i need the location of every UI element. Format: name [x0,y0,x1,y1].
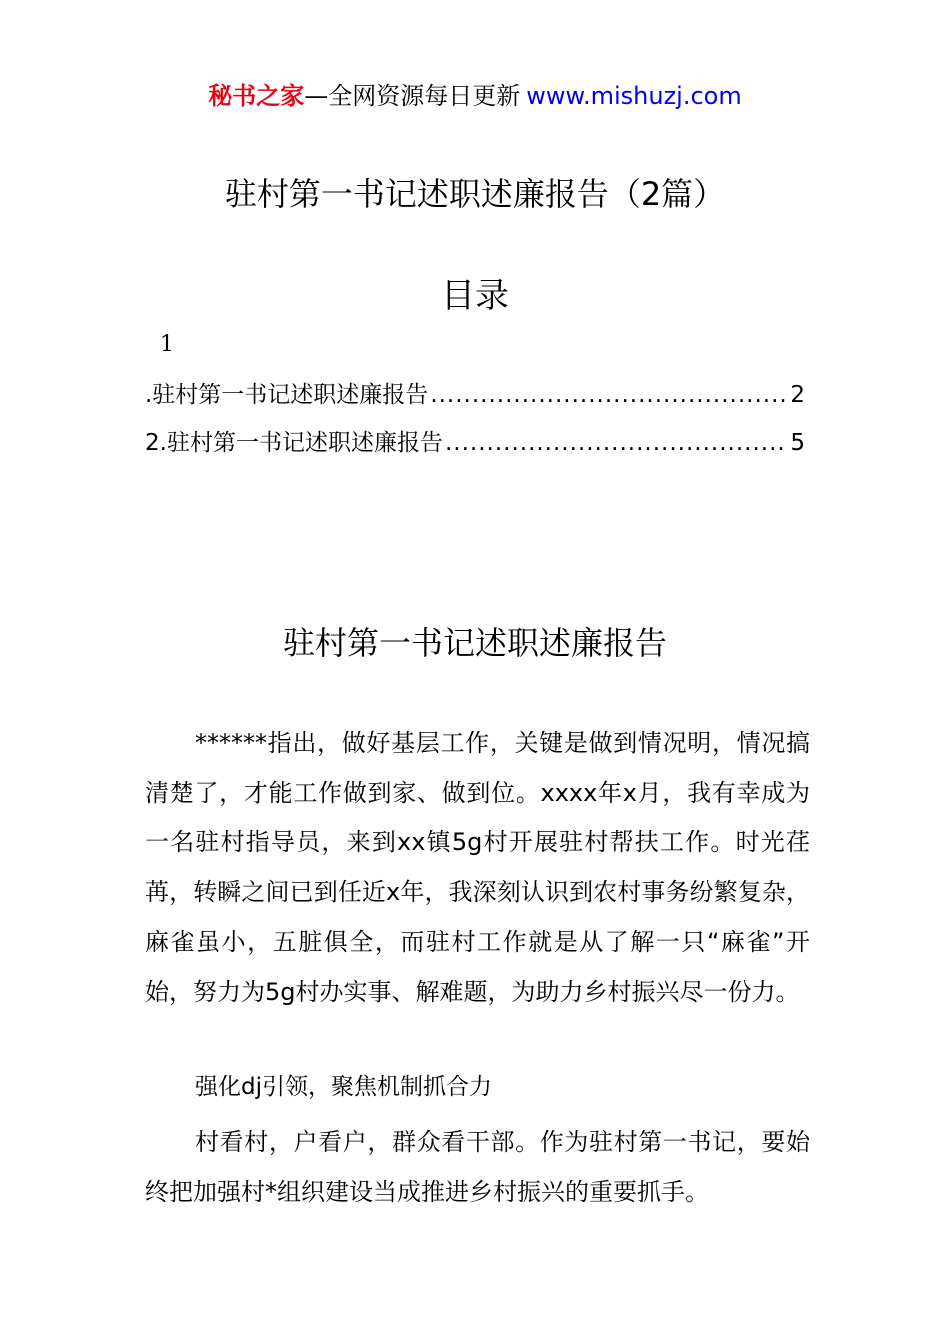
toc-leader-dots [445,426,788,460]
site-header [0,80,950,112]
section-subheading: 强化dj引领，聚焦机制抓合力 [195,1074,492,1100]
toc-first-number: 1 [160,332,174,357]
toc-entry-page: 5 [790,430,805,456]
toc-entry-label: .驻村第一书记述职述廉报告 [145,382,429,408]
document-title: 驻村第一书记述职述廉报告（2篇） [224,175,726,213]
toc-heading: 目录 [441,276,509,316]
toc-entry-page: 2 [790,382,805,408]
header-tagline: —全网资源每日更新 [304,82,521,110]
toc-entry[interactable] [145,378,805,412]
body-paragraph: 村看村，户看户，群众看干部。作为驻村第一书记，要始终把加强村*组织建设当成推进乡村振兴的重要抓手。 [145,1128,810,1206]
body-paragraph: ******指出，做好基层工作，关键是做到情况明，情况搞清楚了，才能工作做到家、做到位。xxxx年x月，我有幸成为一名驻村指导员，来到xx镇5g村开展驻村帮扶工作。时光荏苒，转瞬之间已到任近x年，我深刻认识到农村事务纷繁复杂，麻雀虽小，五脏俱全，而驻村工作就是从了解一只“麻雀”开始，努力为5g村办实事、解难题，为助力乡村振兴尽一份力。 [145,729,810,1006]
section-title: 驻村第一书记述职述廉报告 [282,624,667,662]
toc-entry[interactable] [145,426,805,460]
brand-name: 秘书之家 [208,82,305,110]
toc-leader-dots [430,378,788,412]
toc-entry-label: 2.驻村第一书记述职述廉报告 [145,430,443,456]
site-url-link[interactable]: www.mishuzj.com [526,82,742,110]
